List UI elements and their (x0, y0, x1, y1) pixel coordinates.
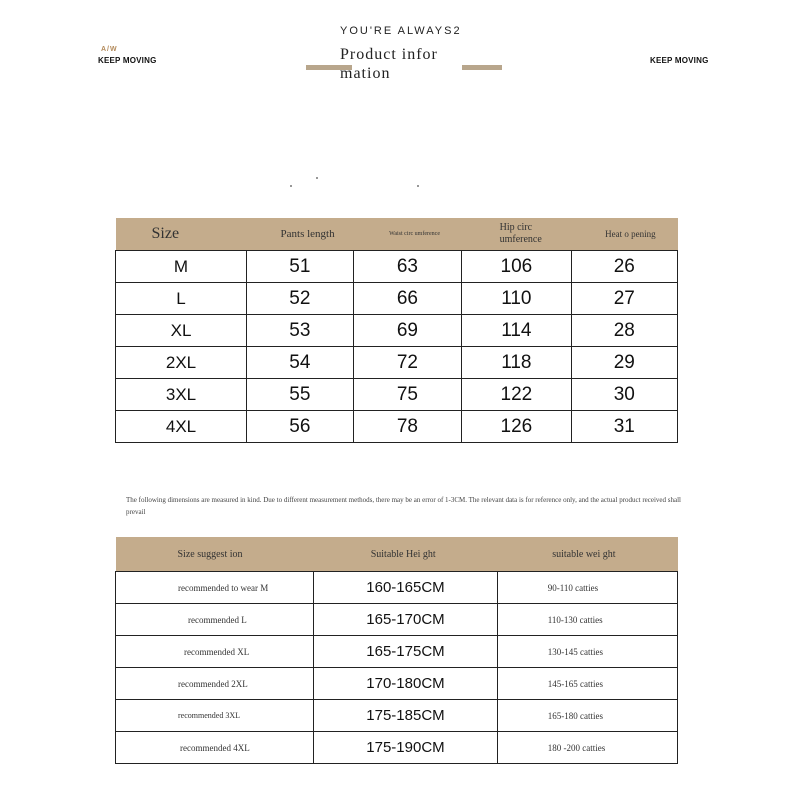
heat-opening-cell: 28 (571, 315, 677, 347)
suitable-height-cell: 170-180CM (314, 668, 498, 700)
size-suggestion-cell: recommended L (116, 604, 314, 636)
table-row (116, 572, 678, 604)
suitable-weight-cell: 180 -200 catties (497, 732, 677, 764)
pants-length-cell: 51 (247, 251, 354, 283)
waist-cell: 78 (353, 411, 461, 443)
suitable-height-cell: 160-165CM (314, 572, 498, 604)
size-suggestion-cell: recommended to wear M (116, 572, 314, 604)
suitable-height-cell: 175-190CM (314, 732, 498, 764)
hip-cell: 118 (462, 347, 572, 379)
page-title: Product infor mation (340, 46, 438, 82)
suitable-weight-cell: 165-180 catties (497, 700, 677, 732)
hip-cell: 106 (462, 251, 572, 283)
measurement-note: The following dimensions are measured in kind. Due to different measurement methods, there may be an error of 1-3CM. The relevant data is for reference only, and the actual product received shall prevail (126, 496, 682, 516)
table-row (116, 732, 678, 764)
heat-opening-cell: 27 (571, 283, 677, 315)
size-cell: XL (116, 315, 247, 347)
decor-dot (316, 177, 318, 179)
pants-length-cell: 56 (247, 411, 354, 443)
suggestion-header-row (116, 537, 678, 572)
col-header-size-suggestion: Size suggest ion (116, 537, 314, 572)
tagline: YOU'RE ALWAYS2 (340, 25, 462, 37)
suitable-height-cell: 165-170CM (314, 604, 498, 636)
heat-opening-cell: 31 (571, 411, 677, 443)
col-header-heat-opening: Heat o pening (571, 218, 677, 251)
table-row (116, 251, 678, 283)
size-cell: M (116, 251, 247, 283)
col-header-hip: Hip circ umference (462, 218, 572, 251)
size-chart-table (115, 218, 678, 443)
suitable-height-cell: 175-185CM (314, 700, 498, 732)
pants-length-cell: 54 (247, 347, 354, 379)
table-row (116, 604, 678, 636)
season-label: A/W (101, 46, 118, 53)
col-header-pants-length: Pants length (247, 218, 354, 251)
suitable-weight-cell: 90-110 catties (497, 572, 677, 604)
waist-cell: 75 (353, 379, 461, 411)
table-row (116, 411, 678, 443)
col-header-suitable-weight: suitable wei ght (497, 537, 677, 572)
size-cell: L (116, 283, 247, 315)
decor-dot (417, 185, 419, 187)
hip-cell: 114 (462, 315, 572, 347)
hip-cell: 122 (462, 379, 572, 411)
waist-cell: 72 (353, 347, 461, 379)
heat-opening-cell: 30 (571, 379, 677, 411)
pants-length-cell: 55 (247, 379, 354, 411)
pants-length-cell: 53 (247, 315, 354, 347)
hip-cell: 126 (462, 411, 572, 443)
table-row (116, 700, 678, 732)
suitable-height-cell: 165-175CM (314, 636, 498, 668)
table-row (116, 379, 678, 411)
right-brand-text: KEEP MOVING (650, 56, 709, 65)
col-header-waist: Waist circ umference (353, 218, 461, 251)
table-row (116, 283, 678, 315)
size-suggestion-cell: recommended 3XL (116, 700, 314, 732)
decor-dot (290, 185, 292, 187)
col-header-size: Size (116, 218, 247, 251)
col-header-suitable-height: Suitable Hei ght (314, 537, 498, 572)
heat-opening-cell: 26 (571, 251, 677, 283)
size-suggestion-cell: recommended 4XL (116, 732, 314, 764)
suitable-weight-cell: 130-145 catties (497, 636, 677, 668)
table-row (116, 347, 678, 379)
size-suggestion-table (115, 537, 678, 764)
waist-cell: 69 (353, 315, 461, 347)
suitable-weight-cell: 145-165 catties (497, 668, 677, 700)
size-cell: 4XL (116, 411, 247, 443)
size-chart-header-row (116, 218, 678, 251)
hip-cell: 110 (462, 283, 572, 315)
table-row (116, 668, 678, 700)
title-bar-right (462, 65, 502, 70)
size-cell: 3XL (116, 379, 247, 411)
pants-length-cell: 52 (247, 283, 354, 315)
waist-cell: 63 (353, 251, 461, 283)
suitable-weight-cell: 110-130 catties (497, 604, 677, 636)
waist-cell: 66 (353, 283, 461, 315)
left-brand-text: KEEP MOVING (98, 56, 157, 65)
table-row (116, 636, 678, 668)
size-suggestion-cell: recommended XL (116, 636, 314, 668)
size-suggestion-cell: recommended 2XL (116, 668, 314, 700)
heat-opening-cell: 29 (571, 347, 677, 379)
size-cell: 2XL (116, 347, 247, 379)
table-row (116, 315, 678, 347)
